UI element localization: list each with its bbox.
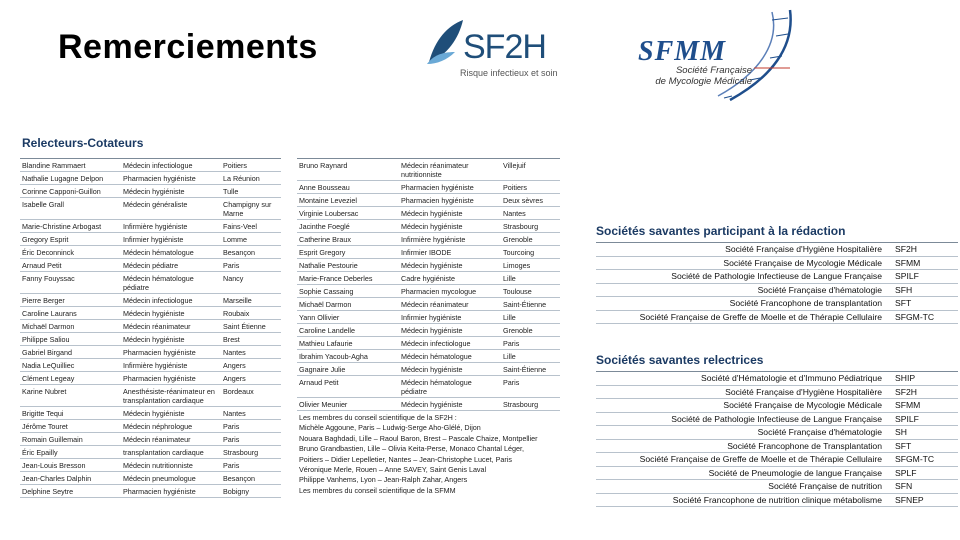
society-row xyxy=(596,297,958,311)
reviewer-name: Gabriel Birgand xyxy=(20,346,121,359)
reviewer-row xyxy=(20,185,281,198)
reviewer-name: Bruno Raynard xyxy=(297,159,399,181)
societies-redaction-heading: Sociétés savantes participant à la rédaction xyxy=(596,224,846,238)
reviewer-city: Saint-Étienne xyxy=(501,298,560,311)
reviewer-row xyxy=(297,194,560,207)
reviewer-name: Gregory Esprit xyxy=(20,233,121,246)
reviewer-name: Michaël Darmon xyxy=(20,320,121,333)
reviewer-function: Pharmacien hygiéniste xyxy=(399,181,501,194)
reviewer-city: Paris xyxy=(221,420,281,433)
reviewer-function: Médecin pneumologue xyxy=(121,472,221,485)
reviewer-name: Caroline Landelle xyxy=(297,324,399,337)
societies-redaction-table xyxy=(596,242,958,324)
reviewer-row xyxy=(297,220,560,233)
note-line: Véronique Merle, Rouen – Anne SAVEY, Saint Genis Laval xyxy=(299,465,487,475)
society-name: Société Française d'Hygiène Hospitalière xyxy=(596,385,885,399)
reviewer-name: Arnaud Petit xyxy=(20,259,121,272)
society-row xyxy=(596,399,958,413)
reviewers-heading: Relecteurs-Cotateurs xyxy=(22,136,144,150)
reviewer-city: Roubaix xyxy=(221,307,281,320)
reviewer-city: Marseille xyxy=(221,294,281,307)
note-line: Les membres du conseil scientifique de la SF2H : xyxy=(299,413,457,422)
reviewer-row xyxy=(20,359,281,372)
reviewer-city: Champigny sur Marne xyxy=(221,198,281,220)
sf2h-logo xyxy=(425,18,575,88)
reviewer-row xyxy=(20,407,281,420)
reviewer-row xyxy=(297,324,560,337)
society-row xyxy=(596,493,958,507)
reviewer-function: Pharmacien hygiéniste xyxy=(121,172,221,185)
sfmm-tagline-line2: de Mycologie Médicale xyxy=(655,76,752,87)
sf2h-tagline: Risque infectieux et soin xyxy=(460,68,558,78)
reviewer-city: Lille xyxy=(501,272,560,285)
society-abbreviation: SFMM xyxy=(885,256,958,270)
note-line: Michèle Aggoune, Paris – Ludwig-Serge Aho-Glélé, Dijon xyxy=(299,423,481,433)
reviewer-row xyxy=(297,159,560,181)
reviewer-row xyxy=(20,485,281,498)
reviewer-row xyxy=(297,363,560,376)
reviewer-function: Médecin pédiatre xyxy=(121,259,221,272)
reviewer-row xyxy=(20,294,281,307)
society-abbreviation: SFMM xyxy=(885,399,958,413)
reviewer-function: Médecin réanimateur xyxy=(121,433,221,446)
reviewer-city: Tulle xyxy=(221,185,281,198)
reviewer-function: Pharmacien hygiéniste xyxy=(121,485,221,498)
sfmm-logo xyxy=(620,8,795,103)
society-name: Société Française d'hématologie xyxy=(596,426,885,440)
reviewer-function: Médecin réanimateur nutritionniste xyxy=(399,159,501,181)
reviewer-function: Infirmière hygiéniste xyxy=(121,359,221,372)
reviewer-city: Nantes xyxy=(501,207,560,220)
society-abbreviation: SFNEP xyxy=(885,493,958,507)
reviewer-function: Médecin néphrologue xyxy=(121,420,221,433)
society-row xyxy=(596,439,958,453)
reviewer-city: Strasbourg xyxy=(501,220,560,233)
reviewer-name: Fanny Fouyssac xyxy=(20,272,121,294)
reviewer-function: Médecin infectiologue xyxy=(121,159,221,172)
reviewer-function: Médecin hygiéniste xyxy=(121,185,221,198)
reviewer-name: Isabelle Grall xyxy=(20,198,121,220)
reviewer-city: Bobigny xyxy=(221,485,281,498)
society-abbreviation: SF2H xyxy=(885,243,958,257)
society-name: Société Française de Mycologie Médicale xyxy=(596,256,885,270)
reviewer-name: Sophie Cassaing xyxy=(297,285,399,298)
reviewer-city: La Réunion xyxy=(221,172,281,185)
reviewer-city: Toulouse xyxy=(501,285,560,298)
reviewer-city: Grenoble xyxy=(501,233,560,246)
reviewer-row xyxy=(20,246,281,259)
reviewer-row xyxy=(20,346,281,359)
reviewer-name: Esprit Gregory xyxy=(297,246,399,259)
reviewer-row xyxy=(297,285,560,298)
society-abbreviation: SPILF xyxy=(885,270,958,284)
society-abbreviation: SFGM-TC xyxy=(885,310,958,324)
societies-review-heading: Sociétés savantes relectrices xyxy=(596,353,764,367)
reviewer-row xyxy=(297,259,560,272)
reviewer-name: Jean-Louis Bresson xyxy=(20,459,121,472)
society-row xyxy=(596,480,958,494)
society-name: Société de Pathologie Infectieuse de Langue Française xyxy=(596,270,885,284)
reviewer-name: Philippe Saliou xyxy=(20,333,121,346)
reviewer-function: Médecin hygiéniste xyxy=(399,207,501,220)
reviewer-city: Tourcoing xyxy=(501,246,560,259)
sf2h-leaf-icon xyxy=(425,18,465,68)
reviewer-name: Pierre Berger xyxy=(20,294,121,307)
reviewer-city: Bordeaux xyxy=(221,385,281,407)
reviewer-row xyxy=(20,198,281,220)
scientific-council-note xyxy=(299,413,561,496)
society-row xyxy=(596,466,958,480)
reviewer-function: Infirmière hygiéniste xyxy=(399,233,501,246)
reviewer-row xyxy=(297,246,560,259)
reviewer-name: Arnaud Petit xyxy=(297,376,399,398)
reviewer-name: Brigitte Tequi xyxy=(20,407,121,420)
reviewer-function: Médecin nutritionniste xyxy=(121,459,221,472)
reviewer-row xyxy=(20,220,281,233)
reviewer-function: Infirmier hygiéniste xyxy=(121,233,221,246)
reviewer-name: Clément Legeay xyxy=(20,372,121,385)
reviewer-row xyxy=(297,207,560,220)
reviewer-row xyxy=(20,272,281,294)
reviewer-name: Marie-France Deberles xyxy=(297,272,399,285)
society-row xyxy=(596,283,958,297)
reviewer-city: Brest xyxy=(221,333,281,346)
reviewer-function: Médecin hygiéniste xyxy=(399,259,501,272)
reviewer-function: Anesthésiste-réanimateur en transplantation cardiaque xyxy=(121,385,221,407)
reviewer-function: Infirmière hygiéniste xyxy=(121,220,221,233)
reviewer-row xyxy=(20,233,281,246)
society-abbreviation: SF2H xyxy=(885,385,958,399)
society-row xyxy=(596,310,958,324)
reviewer-city: Deux sèvres xyxy=(501,194,560,207)
reviewer-row xyxy=(20,320,281,333)
reviewer-function: Médecin réanimateur xyxy=(399,298,501,311)
society-row xyxy=(596,453,958,467)
reviewer-name: Anne Bousseau xyxy=(297,181,399,194)
society-abbreviation: SH xyxy=(885,426,958,440)
reviewer-row xyxy=(20,259,281,272)
society-name: Société Francophone de Transplantation xyxy=(596,439,885,453)
sfmm-tagline xyxy=(620,65,752,87)
reviewers-table-right xyxy=(297,158,560,411)
reviewers-table-left xyxy=(20,158,281,498)
page-title: Remerciements xyxy=(58,28,318,66)
reviewer-function: Infirmier hygiéniste xyxy=(399,311,501,324)
sf2h-wordmark: SF2H xyxy=(463,28,546,66)
society-name: Société de Pathologie Infectieuse de Langue Française xyxy=(596,412,885,426)
reviewer-city: Strasbourg xyxy=(221,446,281,459)
society-abbreviation: SPILF xyxy=(885,412,958,426)
sfmm-wordmark: SFMM xyxy=(638,36,727,67)
society-row xyxy=(596,270,958,284)
societies-review-table xyxy=(596,371,958,507)
reviewer-row xyxy=(297,233,560,246)
society-row xyxy=(596,385,958,399)
reviewer-name: Yann Ollivier xyxy=(297,311,399,324)
reviewer-city: Besançon xyxy=(221,246,281,259)
reviewer-function: Médecin hématologue xyxy=(121,246,221,259)
reviewer-function: Médecin hygiéniste xyxy=(121,407,221,420)
reviewer-city: Poitiers xyxy=(501,181,560,194)
reviewer-name: Michaël Darmon xyxy=(297,298,399,311)
reviewer-city: Paris xyxy=(501,337,560,350)
reviewer-name: Catherine Braux xyxy=(297,233,399,246)
reviewer-function: Médecin généraliste xyxy=(121,198,221,220)
reviewer-name: Nathalie Pestourie xyxy=(297,259,399,272)
reviewer-city: Poitiers xyxy=(221,159,281,172)
reviewer-row xyxy=(20,172,281,185)
reviewer-name: Éric Deconninck xyxy=(20,246,121,259)
reviewer-row xyxy=(297,272,560,285)
society-abbreviation: SFT xyxy=(885,439,958,453)
reviewer-row xyxy=(20,372,281,385)
reviewer-function: Médecin hygiéniste xyxy=(399,398,501,411)
reviewer-name: Karine Nubret xyxy=(20,385,121,407)
reviewer-name: Caroline Laurans xyxy=(20,307,121,320)
reviewer-row xyxy=(297,337,560,350)
society-row xyxy=(596,412,958,426)
note-line: Bruno Grandbastien, Lille – Olivia Keita-Perse, Monaco Chantal Léger, xyxy=(299,444,524,454)
reviewer-row xyxy=(297,181,560,194)
reviewer-row xyxy=(297,376,560,398)
reviewer-name: Delphine Seytre xyxy=(20,485,121,498)
reviewer-row xyxy=(20,333,281,346)
reviewer-city: Paris xyxy=(501,376,560,398)
society-name: Société Francophone de transplantation xyxy=(596,297,885,311)
reviewer-name: Olivier Meunier xyxy=(297,398,399,411)
reviewer-function: Médecin hygiéniste xyxy=(399,220,501,233)
reviewer-row xyxy=(297,350,560,363)
reviewer-name: Ibrahim Yacoub-Agha xyxy=(297,350,399,363)
reviewer-city: Paris xyxy=(221,459,281,472)
reviewer-row xyxy=(297,398,560,411)
society-abbreviation: SPLF xyxy=(885,466,958,480)
reviewer-city: Nantes xyxy=(221,407,281,420)
reviewer-row xyxy=(297,311,560,324)
society-name: Société Française d'Hygiène Hospitalière xyxy=(596,243,885,257)
society-name: Société Française de Greffe de Moelle et de Thérapie Cellulaire xyxy=(596,453,885,467)
sfmm-tagline-line1: Société Française xyxy=(675,65,752,76)
reviewer-name: Jacinthe Foeglé xyxy=(297,220,399,233)
reviewer-name: Éric Epailly xyxy=(20,446,121,459)
note-line: Poitiers – Didier Lepelletier, Nantes – Jean-Christophe Lucet, Paris xyxy=(299,454,512,464)
reviewer-city: Nancy xyxy=(221,272,281,294)
reviewer-row xyxy=(297,298,560,311)
reviewer-city: Besançon xyxy=(221,472,281,485)
reviewer-name: Jérôme Touret xyxy=(20,420,121,433)
society-abbreviation: SFGM-TC xyxy=(885,453,958,467)
reviewer-function: Pharmacien hygiéniste xyxy=(121,346,221,359)
reviewer-name: Virginie Loubersac xyxy=(297,207,399,220)
reviewer-function: transplantation cardiaque xyxy=(121,446,221,459)
reviewer-name: Marie-Christine Arbogast xyxy=(20,220,121,233)
reviewer-function: Pharmacien mycologue xyxy=(399,285,501,298)
reviewer-function: Médecin hygiéniste xyxy=(399,363,501,376)
reviewer-function: Médecin infectiologue xyxy=(399,337,501,350)
reviewer-name: Gagnaire Julie xyxy=(297,363,399,376)
reviewer-city: Saint Étienne xyxy=(221,320,281,333)
reviewer-function: Médecin hygiéniste xyxy=(121,333,221,346)
society-name: Société de Pneumologie de langue Française xyxy=(596,466,885,480)
note-line: Nouara Baghdadi, Lille – Raoul Baron, Brest – Pascale Chaize, Montpellier xyxy=(299,433,538,443)
reviewer-name: Nathalie Lugagne Delpon xyxy=(20,172,121,185)
note-line: Philippe Vanhems, Lyon – Jean-Ralph Zahar, Angers xyxy=(299,475,468,485)
reviewer-city: Grenoble xyxy=(501,324,560,337)
society-name: Société Française de Greffe de Moelle et de Thérapie Cellulaire xyxy=(596,310,885,324)
reviewer-name: Romain Guillemain xyxy=(20,433,121,446)
reviewer-city: Fains-Veel xyxy=(221,220,281,233)
reviewer-row xyxy=(20,472,281,485)
reviewer-name: Corinne Capponi-Guillon xyxy=(20,185,121,198)
reviewer-function: Médecin infectiologue xyxy=(121,294,221,307)
reviewer-row xyxy=(20,159,281,172)
reviewer-city: Villejuif xyxy=(501,159,560,181)
reviewer-city: Lille xyxy=(501,350,560,363)
society-row xyxy=(596,243,958,257)
society-abbreviation: SFH xyxy=(885,283,958,297)
reviewer-row xyxy=(20,446,281,459)
society-row xyxy=(596,426,958,440)
reviewer-function: Infirmier IBODE xyxy=(399,246,501,259)
society-abbreviation: SFT xyxy=(885,297,958,311)
reviewer-city: Lomme xyxy=(221,233,281,246)
reviewer-function: Médecin hématologue pédiatre xyxy=(399,376,501,398)
society-name: Société d'Hématologie et d'Immuno Pédiatrique xyxy=(596,372,885,386)
reviewer-row xyxy=(20,420,281,433)
society-name: Société Française d'hématologie xyxy=(596,283,885,297)
reviewer-row xyxy=(20,307,281,320)
reviewer-city: Angers xyxy=(221,372,281,385)
reviewer-row xyxy=(20,433,281,446)
reviewer-function: Médecin hygiéniste xyxy=(399,324,501,337)
society-abbreviation: SHIP xyxy=(885,372,958,386)
reviewer-row xyxy=(20,459,281,472)
reviewer-city: Limoges xyxy=(501,259,560,272)
reviewer-city: Nantes xyxy=(221,346,281,359)
reviewer-city: Strasbourg xyxy=(501,398,560,411)
reviewer-function: Médecin réanimateur xyxy=(121,320,221,333)
society-row xyxy=(596,256,958,270)
reviewer-name: Montaine Leveziel xyxy=(297,194,399,207)
reviewer-function: Pharmacien hygiéniste xyxy=(399,194,501,207)
society-row xyxy=(596,372,958,386)
reviewer-name: Jean-Charles Dalphin xyxy=(20,472,121,485)
note-line: Les membres du conseil scientifique de la SFMM xyxy=(299,485,456,495)
reviewer-name: Nadia LeQuilliec xyxy=(20,359,121,372)
reviewer-name: Mathieu Lafaurie xyxy=(297,337,399,350)
reviewer-function: Médecin hématologue xyxy=(399,350,501,363)
reviewer-city: Paris xyxy=(221,259,281,272)
reviewer-name: Blandine Rammaert xyxy=(20,159,121,172)
society-name: Société Francophone de nutrition clinique métabolisme xyxy=(596,493,885,507)
society-name: Société Française de nutrition xyxy=(596,480,885,494)
reviewer-function: Cadre hygiéniste xyxy=(399,272,501,285)
society-abbreviation: SFN xyxy=(885,480,958,494)
reviewer-city: Lille xyxy=(501,311,560,324)
reviewer-function: Médecin hématologue pédiatre xyxy=(121,272,221,294)
reviewer-city: Angers xyxy=(221,359,281,372)
reviewer-function: Médecin hygiéniste xyxy=(121,307,221,320)
reviewer-city: Paris xyxy=(221,433,281,446)
society-name: Société Française de Mycologie Médicale xyxy=(596,399,885,413)
reviewer-row xyxy=(20,385,281,407)
reviewer-function: Pharmacien hygiéniste xyxy=(121,372,221,385)
reviewer-city: Saint-Étienne xyxy=(501,363,560,376)
